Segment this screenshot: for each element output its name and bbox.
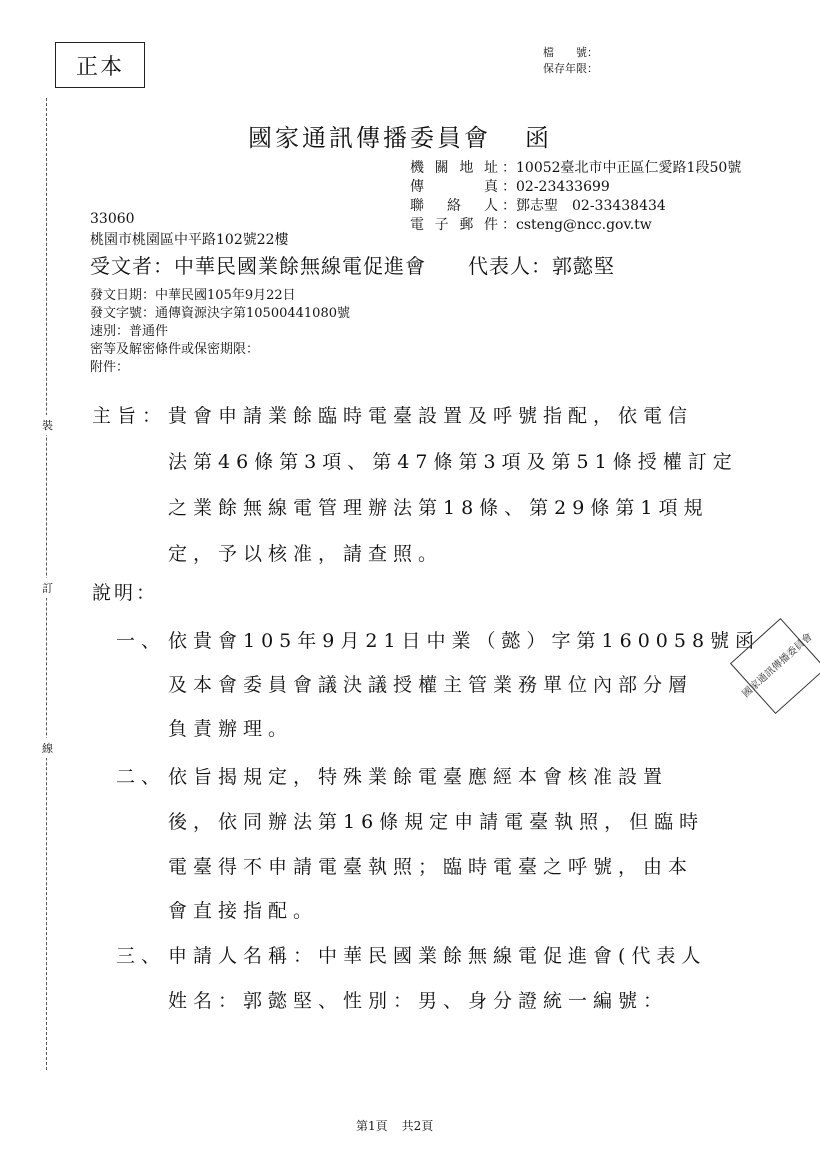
item-line: 依貴會105年9月21日中業（懿）字第160058號函 <box>168 630 761 652</box>
recipient-postcode: 33060 <box>90 211 135 227</box>
contact-row-person: 聯 絡 人 ：鄧志聖 02-33438434 <box>410 198 666 214</box>
contact-value: 鄧志聖 02-33438434 <box>516 198 666 214</box>
page-total: 共2頁 <box>401 1119 434 1133</box>
explanation-label: 說明： <box>92 582 159 604</box>
meta-classification: 密等及解密條件或保密期限： <box>90 342 260 357</box>
item-line: 依旨揭規定，特殊業餘電臺應經本會核准設置 <box>168 766 669 788</box>
agency-name: 國家通訊傳播委員會 <box>248 124 491 152</box>
copy-mark-stamp: 正本 <box>55 42 145 88</box>
recipient-line <box>90 250 615 279</box>
item-number: 二、 <box>116 766 167 788</box>
item-number: 一、 <box>116 630 167 652</box>
page-footer <box>356 1117 433 1134</box>
contact-value: 10052臺北市中正區仁愛路1段50號 <box>516 160 742 176</box>
contact-value: csteng@ncc.gov.tw <box>516 217 652 233</box>
contact-label: 機關地址 <box>410 160 498 176</box>
binding-mark-3: 線 <box>42 738 53 758</box>
document-type: 函 <box>525 124 552 152</box>
item-line: 申請人名稱：中華民國業餘無線電促進會(代表人 <box>168 945 707 967</box>
subject-line: 定，予以核准，請查照。 <box>168 543 444 565</box>
contact-label: 傳 真 <box>410 179 498 195</box>
subject-line: 之業餘無線電管理辦法第18條、第29條第1項規 <box>168 497 709 519</box>
meta-reference-number: 發文字號：通傳資源決字第10500441080號 <box>90 306 350 321</box>
contact-label: 電子郵件 <box>410 217 498 233</box>
contact-row-address: 機關地址 ：10052臺北市中正區仁愛路1段50號 <box>410 160 742 176</box>
contact-block <box>410 159 741 235</box>
contact-label: 聯 絡 人 <box>410 198 498 214</box>
item-number: 三、 <box>116 945 167 967</box>
item-line: 及本會委員會議決議授權主管業務單位內部分層 <box>168 674 694 696</box>
recipient-representative: 代表人：郭懿堅 <box>468 254 615 278</box>
subject-label: 主旨： <box>92 405 168 427</box>
item-line: 姓名：郭懿堅、性別：男、身分證統一編號： <box>168 990 669 1012</box>
binding-mark-1: 裝 <box>42 415 53 435</box>
document-title <box>248 118 552 153</box>
item-line: 負責辦理。 <box>168 718 294 740</box>
contact-row-fax: 傳 真 ：02-23433699 <box>410 179 610 195</box>
meta-attachments: 附件： <box>90 360 130 375</box>
meta-date: 發文日期：中華民國105年9月22日 <box>90 288 296 303</box>
page-number: 第1頁 <box>356 1119 388 1133</box>
document-meta <box>90 287 350 377</box>
subject-line: 貴會申請業餘臨時電臺設置及呼號指配，依電信 <box>168 405 694 427</box>
binding-mark-2: 訂 <box>42 578 53 598</box>
contact-row-email: 電子郵件 ：csteng@ncc.gov.tw <box>410 217 652 233</box>
recipient-name: 受文者：中華民國業餘無線電促進會 <box>90 254 426 278</box>
contact-value: 02-23433699 <box>516 179 610 195</box>
recipient-street: 桃園市桃園區中平路102號22樓 <box>90 232 289 248</box>
item-line: 會直接指配。 <box>168 900 319 922</box>
meta-speed: 速別：普通件 <box>90 324 169 339</box>
item-line: 後，依同辦法第16條規定申請電臺執照，但臨時 <box>168 811 705 833</box>
archive-retention-label: 保存年限： <box>543 62 598 75</box>
archive-number-label: 檔 號： <box>543 46 598 59</box>
subject-line: 法第46條第3項、第47條第3項及第51條授權訂定 <box>168 451 738 473</box>
official-seal: 國家通訊傳播委員會 <box>730 618 820 714</box>
item-line: 電臺得不申請電臺執照；臨時電臺之呼號，由本 <box>168 856 694 878</box>
